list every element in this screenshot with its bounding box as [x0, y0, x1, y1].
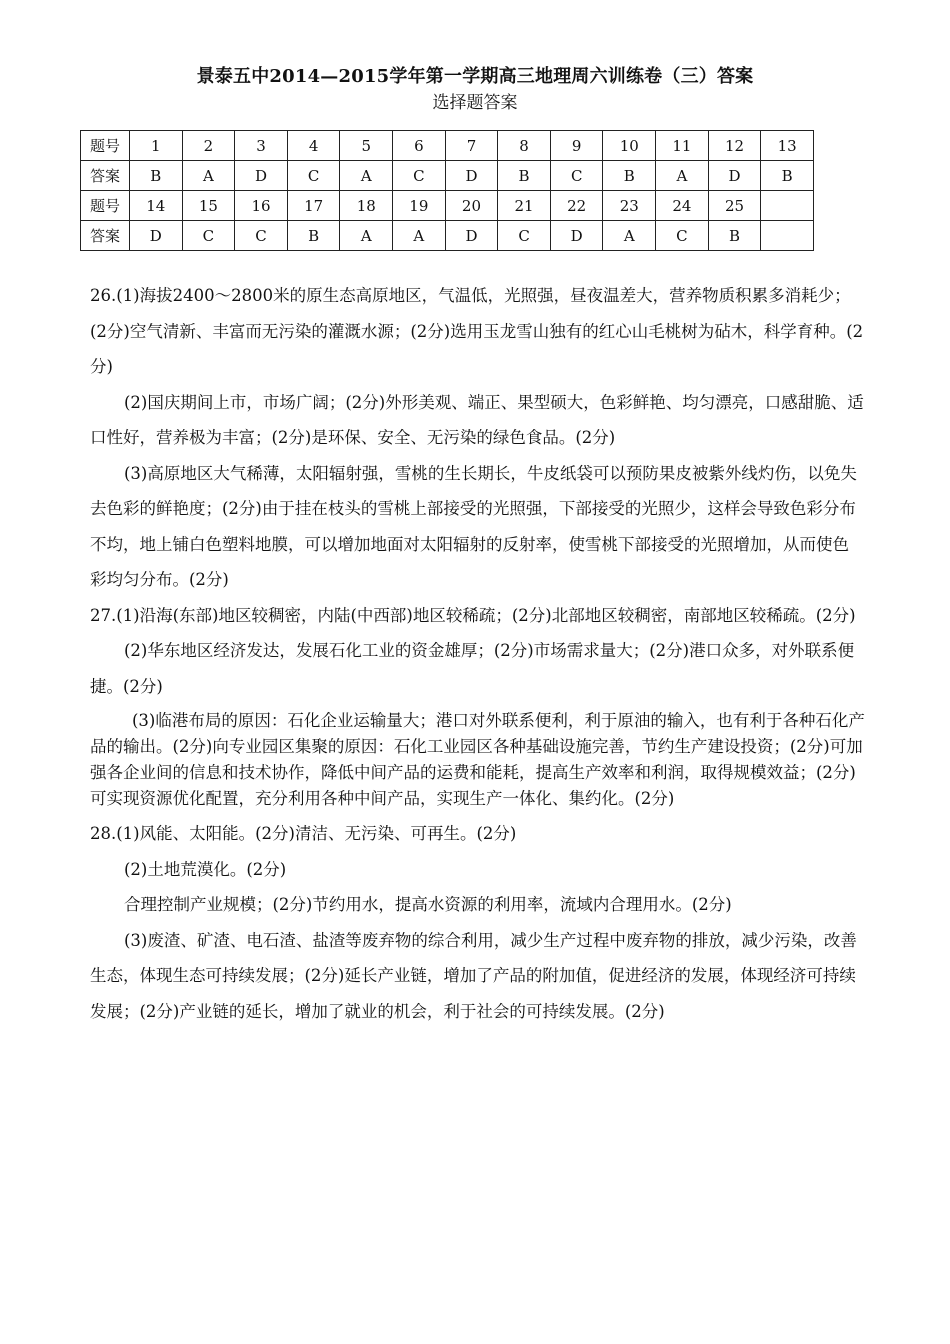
question-number-cell: 12 — [708, 131, 761, 161]
answer-cell: B — [287, 221, 340, 251]
question-number-cell — [761, 191, 814, 221]
question-number-cell: 10 — [603, 131, 656, 161]
answer-cell: D — [445, 221, 498, 251]
answer-cell: B — [603, 161, 656, 191]
table-row — [81, 161, 814, 191]
answer-cell: C — [498, 221, 551, 251]
row-label-number: 题号 — [81, 131, 130, 161]
question-number-cell: 6 — [393, 131, 446, 161]
question-number-cell: 18 — [340, 191, 393, 221]
answer-cell: C — [235, 221, 288, 251]
answer-cell: A — [182, 161, 235, 191]
answer-28-1: 28.(1)风能、太阳能。(2分)清洁、无污染、可再生。(2分) — [90, 824, 517, 843]
answer-cell: A — [656, 161, 709, 191]
answer-table — [80, 130, 814, 251]
answer-28-2-measures: 合理控制产业规模；(2分)节约用水，提高水资源的利用率，流域内合理用水。(2分) — [124, 895, 732, 914]
question-number-cell: 4 — [287, 131, 340, 161]
question-number-cell: 9 — [550, 131, 603, 161]
table-row — [81, 131, 814, 161]
question-number-cell: 7 — [445, 131, 498, 161]
question-number-cell: 8 — [498, 131, 551, 161]
answer-cell: D — [445, 161, 498, 191]
answer-cell: B — [761, 161, 814, 191]
answer-26-1: 26.(1)海拔2400～2800米的原生态高原地区，气温低，光照强，昼夜温差大，营养物质积累多消耗少；(2分)空气清新、丰富而无污染的灌溉水源；(2分)选用玉龙雪山独有的红心山毛桃树为砧木，科学育种。(2分) — [90, 286, 864, 376]
answer-cell: A — [340, 161, 393, 191]
answer-cell: C — [287, 161, 340, 191]
table-row — [81, 221, 814, 251]
row-label-number: 题号 — [81, 191, 130, 221]
question-number-cell: 13 — [761, 131, 814, 161]
answer-27-1: 27.(1)沿海(东部)地区较稠密，内陆(中西部)地区较稀疏；(2分)北部地区较稠密，南部地区较稀疏。(2分) — [90, 605, 856, 625]
answer-cell: B — [708, 221, 761, 251]
answer-cell: C — [182, 221, 235, 251]
question-number-cell: 19 — [393, 191, 446, 221]
question-number-cell: 16 — [235, 191, 288, 221]
question-number-cell: 5 — [340, 131, 393, 161]
table-row — [81, 191, 814, 221]
question-number-cell: 20 — [445, 191, 498, 221]
answer-body — [90, 278, 865, 1029]
answer-cell: A — [340, 221, 393, 251]
answer-cell: A — [603, 221, 656, 251]
answer-cell: A — [393, 221, 446, 251]
answer-cell — [761, 221, 814, 251]
answer-cell: D — [235, 161, 288, 191]
row-label-answer: 答案 — [81, 161, 130, 191]
answer-cell: C — [550, 161, 603, 191]
answer-26-2: (2)国庆期间上市，市场广阔；(2分)外形美观、端正、果型硕大，色彩鲜艳、均匀漂亮，口感甜脆、适口性好，营养极为丰富；(2分)是环保、安全、无污染的绿色食品。(2分) — [90, 392, 864, 447]
answer-27-2: (2)华东地区经济发达，发展石化工业的资金雄厚；(2分)市场需求量大；(2分)港口众多，对外联系便捷。(2分) — [90, 641, 855, 696]
answer-28-2: (2)土地荒漠化。(2分) — [124, 859, 287, 879]
answer-cell: D — [708, 161, 761, 191]
answer-cell: B — [130, 161, 183, 191]
answer-cell: D — [550, 221, 603, 251]
answer-26-3: (3)高原地区大气稀薄，太阳辐射强，雪桃的生长期长，牛皮纸袋可以预防果皮被紫外线灼伤，以免失去色彩的鲜艳度；(2分)由于挂在枝头的雪桃上部接受的光照强，下部接受的光照少，这样会导致色彩分布不均，地上铺白色塑料地膜，可以增加地面对太阳辐射的反射率，使雪桃下部接受的光照增加，从而使色彩均匀分布。(2分) — [90, 463, 857, 589]
answer-28-3: (3)废渣、矿渣、电石渣、盐渣等废弃物的综合利用，减少生产过程中废弃物的排放，减少污染，改善生态，体现生态可持续发展；(2分)延长产业链，增加了产品的附加值，促进经济的发展，体现经济可持续发展；(2分)产业链的延长，增加了就业的机会，利于社会的可持续发展。(2分) — [90, 930, 857, 1021]
question-number-cell: 17 — [287, 191, 340, 221]
question-number-cell: 21 — [498, 191, 551, 221]
answer-27-3: (3)临港布局的原因：石化企业运输量大；港口对外联系便利，利于原油的输入，也有利于各种石化产品的输出。(2分)向专业园区集聚的原因：石化工业园区各种基础设施完善，节约生产建设投资；(2分)可加强各企业间的信息和技术协作，降低中间产品的运费和能耗，提高生产效率和利润，取得规模效益；(2分)可实现资源优化配置，充分利用各种中间产品，实现生产一体化、集约化。(2分) — [90, 711, 865, 808]
question-number-cell: 1 — [130, 131, 183, 161]
answer-cell: C — [656, 221, 709, 251]
answer-cell: D — [130, 221, 183, 251]
section-subtitle: 选择题答案 — [432, 93, 518, 113]
answer-cell: B — [498, 161, 551, 191]
question-number-cell: 23 — [603, 191, 656, 221]
page-title: 景泰五中2014—2015学年第一学期高三地理周六训练卷（三）答案 — [196, 66, 754, 87]
question-number-cell: 15 — [182, 191, 235, 221]
question-number-cell: 24 — [656, 191, 709, 221]
answer-cell: C — [393, 161, 446, 191]
row-label-answer: 答案 — [81, 221, 130, 251]
question-number-cell: 14 — [130, 191, 183, 221]
question-number-cell: 2 — [182, 131, 235, 161]
question-number-cell: 3 — [235, 131, 288, 161]
question-number-cell: 22 — [550, 191, 603, 221]
question-number-cell: 25 — [708, 191, 761, 221]
question-number-cell: 11 — [656, 131, 709, 161]
